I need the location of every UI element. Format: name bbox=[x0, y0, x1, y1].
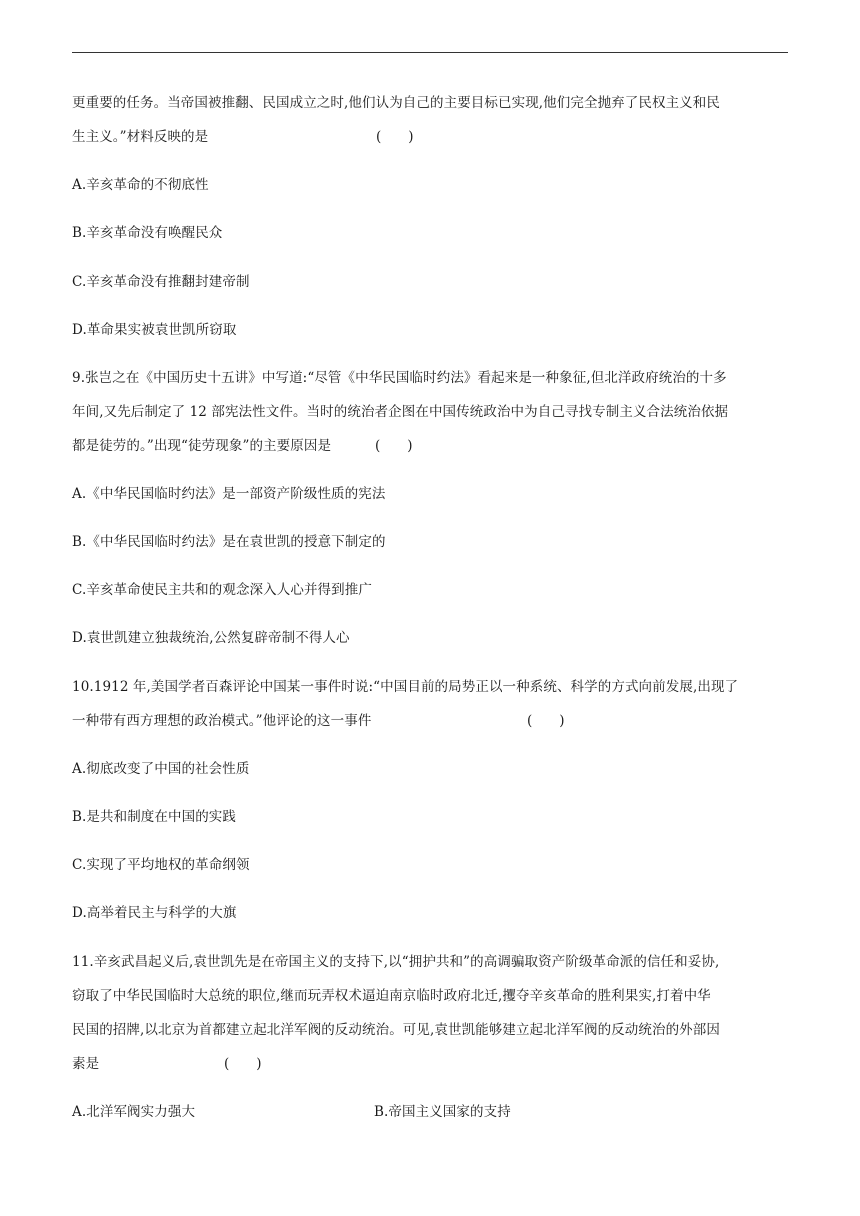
q9-answer-blank: ( ) bbox=[375, 438, 413, 454]
q10-answer-blank: ( ) bbox=[527, 713, 565, 729]
q10-stem-line-2: 一种带有西方理想的政治模式。”他评论的这一事件 bbox=[72, 713, 372, 729]
q11-stem-line-2: 窃取了中华民国临时大总统的职位,继而玩弄权术逼迫南京临时政府北迁,攫夺辛亥革命的胜利果实,打着中华 bbox=[72, 988, 711, 1004]
q8-stem-line-2: 生主义。”材料反映的是 bbox=[72, 129, 209, 145]
q10-option-b: B.是共和制度在中国的实践 bbox=[72, 809, 237, 825]
q9-option-d: D.袁世凯建立独裁统治,公然复辟帝制不得人心 bbox=[72, 630, 350, 646]
q9-stem-line-3: 都是徒劳的。”出现“徒劳现象”的主要原因是 bbox=[72, 438, 332, 454]
q11-stem-line-1: 11.辛亥武昌起义后,袁世凯先是在帝国主义的支持下,以“拥护共和”的高调骗取资产阶级革命派的信任和妥协, bbox=[72, 954, 720, 970]
q8-option-a: A.辛亥革命的不彻底性 bbox=[72, 177, 209, 193]
q11-answer-blank: ( ) bbox=[224, 1056, 262, 1072]
header-rule bbox=[72, 52, 788, 53]
q10-option-a: A.彻底改变了中国的社会性质 bbox=[72, 761, 250, 777]
q11-option-a: A.北洋军阀实力强大 bbox=[72, 1104, 196, 1120]
q8-stem-line-1: 更重要的任务。当帝国被推翻、民国成立之时,他们认为自己的主要目标已实现,他们完全抛弃了民权主义和民 bbox=[72, 95, 720, 111]
q11-stem-line-4: 素是 bbox=[72, 1056, 100, 1072]
q10-option-c: C.实现了平均地权的革命纲领 bbox=[72, 857, 250, 873]
q8-option-c: C.辛亥革命没有推翻封建帝制 bbox=[72, 274, 250, 290]
q9-option-c: C.辛亥革命使民主共和的观念深入人心并得到推广 bbox=[72, 582, 372, 598]
q8-option-b: B.辛亥革命没有唤醒民众 bbox=[72, 225, 223, 241]
q9-option-a: A.《中华民国临时约法》是一部资产阶级性质的宪法 bbox=[72, 486, 386, 502]
q9-stem-line-2: 年间,又先后制定了 12 部宪法性文件。当时的统治者企图在中国传统政治中为自己寻找专制主义合法统治依据 bbox=[72, 404, 729, 420]
q11-stem-line-3: 民国的招牌,以北京为首都建立起北洋军阀的反动统治。可见,袁世凯能够建立起北洋军阀的反动统治的外部因 bbox=[72, 1022, 720, 1038]
q8-answer-blank: ( ) bbox=[376, 129, 414, 145]
q10-stem-line-1: 10.1912 年,美国学者百森评论中国某一事件时说:“中国目前的局势正以一种系统、科学的方式向前发展,出现了 bbox=[72, 679, 739, 695]
q10-option-d: D.高举着民主与科学的大旗 bbox=[72, 905, 237, 921]
q11-option-b: B.帝国主义国家的支持 bbox=[374, 1104, 511, 1120]
q8-option-d: D.革命果实被袁世凯所窃取 bbox=[72, 322, 237, 338]
q9-stem-line-1: 9.张岂之在《中国历史十五讲》中写道:“尽管《中华民国临时约法》看起来是一种象征,但北洋政府统治的十多 bbox=[72, 370, 727, 386]
q9-option-b: B.《中华民国临时约法》是在袁世凯的授意下制定的 bbox=[72, 534, 386, 550]
